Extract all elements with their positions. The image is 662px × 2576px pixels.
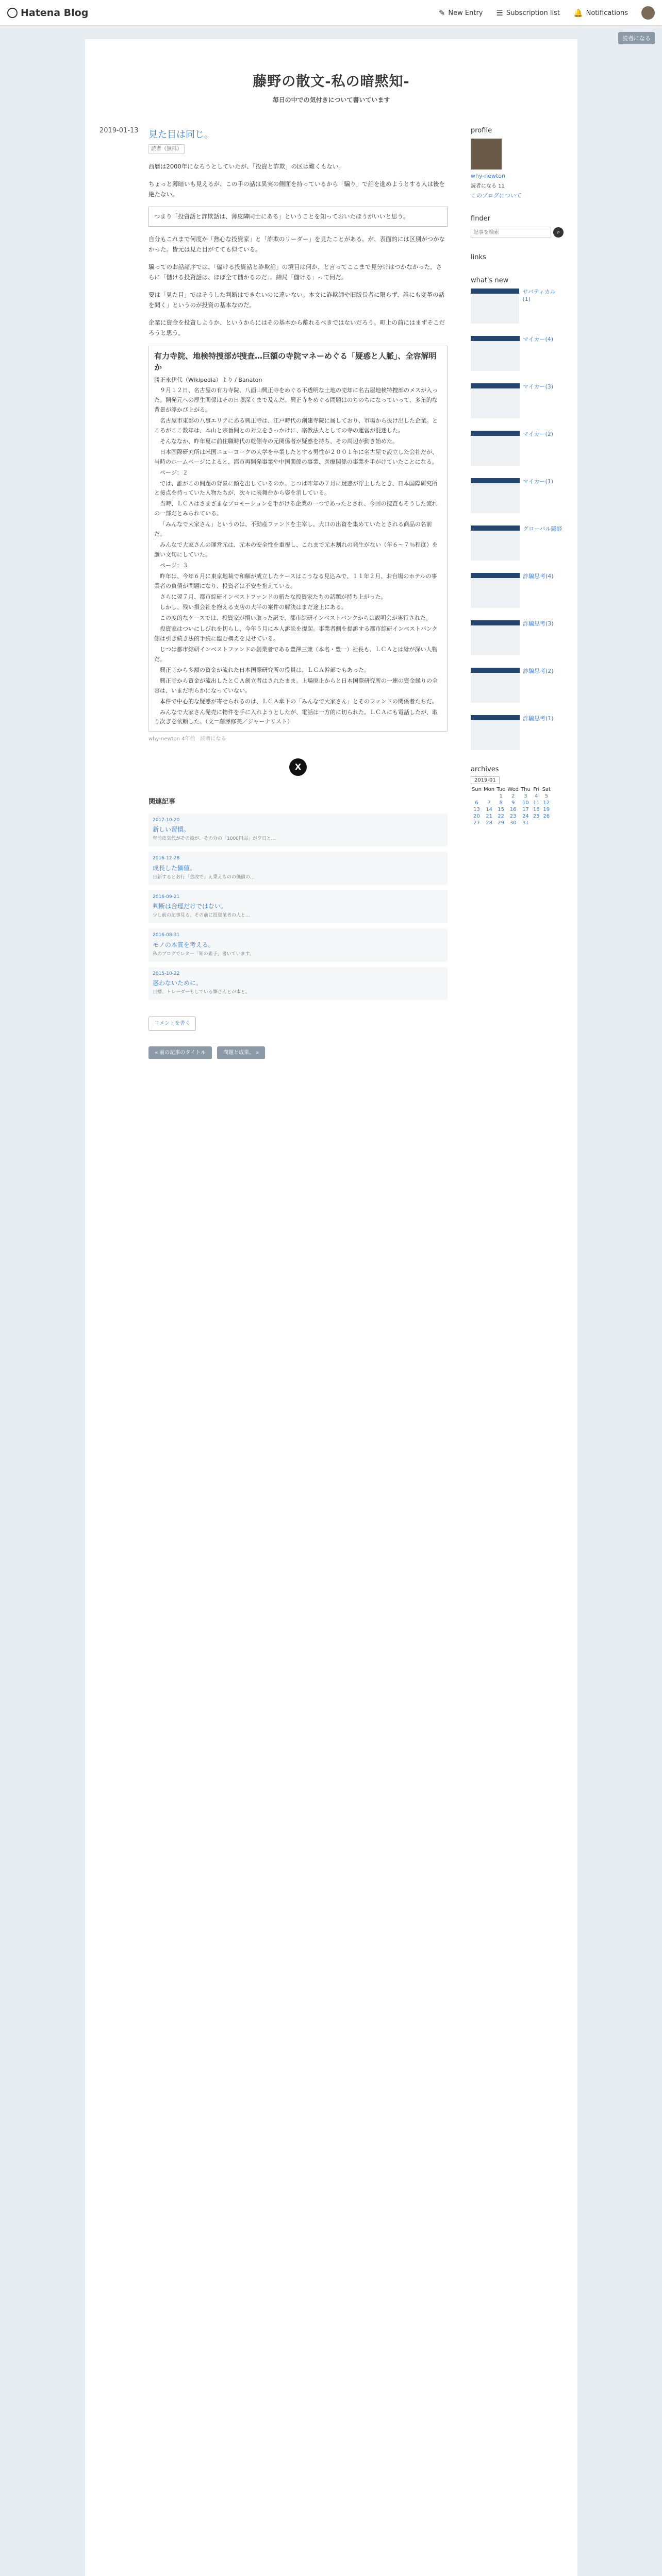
related-snippet: 少し前の記事見る。その前に投資業者の人と... [153,913,250,919]
article-paragraph: じつは都市綜研インベストファンドの創業者である豊澤三兼（本名・豊一）社長も、ＬＣＡとは縁が深い人物だ。 [154,646,438,663]
calendar-day[interactable]: 9 [511,800,515,806]
related-item[interactable] [148,852,448,885]
links-heading: links [471,253,486,261]
next-entry-button[interactable]: 問題と成果。 » [217,1046,265,1060]
finder-module [471,215,564,238]
subscription-link[interactable] [496,8,559,18]
related-snippet: 日新するとお行「意改で」え乗えものの価値の... [153,874,255,880]
calendar-weekday: Wed [507,787,519,792]
subscription-label: Subscription list [506,9,560,17]
article-paragraph: みんなで大家さんの運営元は、元本の安全性を重視し、これまで元本割れの発生がない（年６〜７％程度）を謳い文句にしていた。 [154,541,438,558]
article-paragraph: みんなで大家さん発売に物件を手に入れようとしたが、電話は一方的に切られた。ＬＣＡにも電話したが、取り次ぎを依頼した。（文＝藤澤修美／ジャーナリスト） [154,708,438,725]
entry-thumbnail [471,289,519,324]
calendar-day[interactable]: 24 [522,814,529,819]
links-module [471,253,564,261]
finder-heading: finder [471,215,491,223]
recent-entry[interactable] [471,383,564,418]
entry-thumbnail [471,715,520,750]
calendar-day[interactable]: 22 [498,814,505,819]
calendar-day[interactable]: 1 [499,793,503,799]
calendar-day[interactable]: 19 [543,807,550,812]
article-paragraph: 「みんなで大家さん」というのは、不動産ファンドを主宰し、大口の出資を集めていたとされる商品の名前だ。 [154,521,432,538]
entry-thumbnail [471,383,520,418]
article-paragraph: さらに翌７月、都市綜研インベストファンドの新たな投資家たちの話題が持ち上がった。 [160,593,387,600]
article-byline: 勝正永伊代（Wikipedia）より / Banaton [154,376,262,383]
prev-entry-button[interactable]: « 前の記事のタイトル [148,1046,212,1060]
related-title: 関連記事 [148,798,176,806]
calendar-day [483,793,495,800]
archives-module [471,766,564,826]
calendar-day[interactable]: 25 [533,814,540,819]
article-paragraph: 名古屋市東部の八事エリアにある興正寺は、江戸時代の創建寺院に属しており、市場から抜け出した企業。ところがここ数年は、本山と宗旨間との対立をきっかけに、宗教法人としての寺の運営が混迷した。 [154,417,438,434]
calendar-day[interactable]: 5 [544,793,548,799]
quote-box: つまり「投資話と詐欺話は、薄皮隣同士にある」ということを知っておいたほうがいいと思う。 [148,207,448,226]
archive-calendar [471,786,552,826]
calendar-day[interactable]: 18 [533,807,540,812]
whats-new-heading: what's new [471,277,509,284]
related-link[interactable]: 惑わないために。 [153,979,203,987]
article-paragraph: 興正寺から多額の資金が流れた日本国際研究所の役員は、ＬＣＡ幹部でもあった。 [160,666,370,673]
calendar-day[interactable]: 15 [498,807,505,812]
profile-name-link[interactable]: why-newton [471,173,506,179]
blog-header [85,39,577,104]
related-date: 2017-10-20 [153,817,180,823]
archives-heading: archives [471,766,499,773]
list-icon: ☰ [496,8,503,18]
calendar-day[interactable]: 6 [475,800,478,806]
calendar-day[interactable]: 21 [486,814,492,819]
search-icon[interactable]: ⌕ [553,227,564,238]
write-comment-button[interactable]: コメントを書く [148,1016,196,1031]
blog-title[interactable]: 藤野の散文-私の暗黙知- [253,74,410,90]
calendar-day[interactable]: 7 [487,800,491,806]
entry-paragraph: 自分もこれまで何度か「熱心な投資家」と「詐欺のリーダー」を見たことがある。が、表面的には区別がつかなかった。皆元は見た目がてても似ている。 [148,235,445,253]
global-header [0,0,662,26]
related-item[interactable] [148,814,448,847]
bell-icon: 🔔 [573,8,583,18]
reader-count[interactable] [471,181,564,189]
article-title: 有力寺院、地検特捜部が捜査…巨額の寺院マネーめぐる「疑惑と人脈」、全容解明か [154,351,437,372]
reader-count-value: 11 [498,183,505,189]
entry-thumbnail [471,526,520,561]
recent-entry-link[interactable]: 詐騙思考(2) [523,668,554,674]
blog-container [85,39,577,2576]
recent-entry-link[interactable]: マイカー(1) [523,478,554,485]
recent-entry-link[interactable]: 詐騙思考(4) [523,573,554,580]
article-paragraph: では、誰がこの間題の背景に顔を出しているのか。じつは昨年の７月に疑惑が浮上したとき、日本国際研究所と接点を持っていた人物たちが、次々に表舞台から姿を消している。 [154,480,438,497]
calendar-day[interactable]: 30 [509,820,517,826]
article-paragraph: 投資家はついにしびれを切らし、今年５月に本人訴訟を提起。事業者側を提訴する都市綜研インベストバンク側は引き続き法的手続に臨む構えを見せている。 [154,625,438,642]
recent-entry[interactable] [471,336,564,371]
reader-count-label: 読者になる [471,183,496,189]
recent-entry[interactable] [471,668,564,703]
article-paragraph: 本件で中心的な疑惑が寄せられるのは、ＬＣＡ傘下の「みんなで大家さん」とそのファンドの関係者たちだ。 [160,698,438,705]
calendar-day[interactable]: 10 [522,800,529,806]
recent-entry-link[interactable]: サバティカル(1) [522,289,556,303]
entry-thumbnail [471,336,520,371]
recent-entry-link[interactable]: マイカー(3) [523,383,554,390]
notifications-label: Notifications [586,9,628,17]
entry-paragraph: 西暦は2000年になろうとしていたが、「投資と詐欺」の区は難くもない。 [148,163,345,170]
entry-paragraph: 要は「見た目」ではそうした判断はできないのに違いない。本文に詐欺師や旧版長者に限らず、誰にも変革の話を聞く」というのが投資の基本なのだ。 [148,291,445,309]
hatena-blog-logo[interactable] [7,7,88,19]
related-date: 2016-09-21 [153,894,180,900]
entry-thumbnail [471,668,520,703]
pencil-icon: ✎ [438,8,445,18]
entry-footer-credit[interactable]: why-newton 4年前 読者になる [148,736,226,742]
related-item[interactable] [148,890,448,924]
article-paragraph: しかし、残い損会社を抱える支店の大半の案件の解決はまだ途上にある。 [160,604,347,611]
entry-category[interactable]: 読者（無料） [148,144,185,155]
recent-entry[interactable] [471,715,564,750]
hatena-logo-icon [7,8,18,18]
calendar-day[interactable]: 13 [473,807,480,812]
related-snippet: 私のブログでレター「知の素子」書いています。 [153,951,254,957]
profile-heading: profile [471,127,492,134]
calendar-day[interactable]: 17 [522,807,529,812]
calendar-day[interactable]: 26 [543,814,550,819]
calendar-weekday: Sat [542,787,551,792]
calendar-day[interactable]: 28 [486,820,492,826]
related-entries [148,796,448,1000]
related-link[interactable]: 判断は合理だけではない。 [153,903,227,910]
entry-thumbnail [471,620,520,655]
calendar-day[interactable]: 20 [473,814,480,819]
profile-avatar[interactable] [471,139,502,170]
calendar-day[interactable]: 16 [509,807,517,812]
calendar-weekday: Fri [533,787,540,792]
calendar-weekday: Tue [496,787,506,792]
calendar-weekday: Sun [472,787,482,792]
calendar-day[interactable]: 12 [543,800,550,806]
sidebar [471,127,564,842]
related-date: 2015-10-22 [153,971,180,976]
entry-paragraph: 企業に資金を投資しようか、というからにはその基本から離れるべきではないだろう。町上の前にはまずそこだろうと思う。 [148,319,445,337]
recent-entry-link[interactable]: グローバル闘経 [523,526,562,532]
calendar-day[interactable]: 3 [524,793,527,799]
quoted-article [148,346,448,732]
entry-thumbnail [471,478,520,513]
calendar-day [471,793,483,800]
calendar-day[interactable]: 31 [522,820,529,826]
article-paragraph: そんななか、昨年夏に前住職時代の乾側寺の元関係者が疑惑を持ち、その周辺が動き始めた。 [160,437,398,445]
article-paragraph: 日本国際研究所は米国ニューヨークの大学を卒業したとする男性が２００１年に名古屋で設立した会社だが、当時のホームページによると、都市再開発事業や中国関係の事業、医療関係の事業を手がけていたことになる。 [154,448,438,465]
subscribe-button[interactable]: 読者になる [618,32,655,44]
new-entry-link[interactable] [439,8,483,18]
blog-description: 毎日の中での気付きについて書いています [272,96,390,104]
calendar-day[interactable]: 4 [535,793,538,799]
recent-entry-link[interactable]: 詐騙思考(1) [523,715,554,722]
entry [148,127,448,1059]
article-paragraph: 当時、ＬＣＡはさまざまなプロモーションを手がける企業の一つであったとされ、今回の捜査もそうした流れの一部だとみられている。 [154,500,438,517]
new-entry-label: New Entry [448,9,483,17]
entry-thumbnail [471,431,520,466]
search-input[interactable] [471,227,551,238]
logo-text: Hatena Blog [21,7,89,19]
calendar-day[interactable]: 29 [498,820,505,826]
calendar-day[interactable]: 27 [473,820,480,826]
article-paragraph: 昨年は、今年６月に東京地裁で和解が成立したケースはこうなる見込みで、１１年２月、お台場のホテルの事業者の負債が問題になり、投資者は不安を抱えている。 [154,572,437,589]
calendar-weekday: Thu [521,787,531,792]
x-share-icon[interactable]: X [289,758,307,776]
recent-entry[interactable] [471,620,564,655]
calendar-day[interactable]: 2 [511,793,515,799]
entry-paragraph: ちょっと薄暗いも見えるが、この手の話は異実の側面を持っているから「騙り」で話を進めようとする人は後を絶たない。 [148,180,445,198]
related-date: 2016-08-31 [153,933,180,938]
calendar-day [541,820,552,826]
article-paragraph: 興正寺から資金が流出したとＣＡ創立者はされたまま。上場廃止からと日本国際研究所の一連の資金繰りの全容は、いまだ明らかになっていない。 [154,677,438,694]
related-date: 2016-12-28 [153,856,180,861]
entry-date[interactable]: 2019-01-13 [100,127,139,134]
archive-month-select[interactable]: 2019-01 [471,776,500,784]
recent-entry[interactable] [471,526,564,561]
page-marker: ページ：３ [160,562,188,569]
recent-entry[interactable] [471,478,564,513]
about-blog-link[interactable]: このブログについて [471,192,522,199]
related-snippet: 目標、トレーダーもしている弊さんとが本と。 [153,990,251,995]
entry-title[interactable]: 見た目は同じ。 [148,129,213,140]
calendar-day [532,820,541,826]
notifications-link[interactable] [573,8,628,18]
article-paragraph: この度的なケースでは、投資家が損い取った訳で、都市綜研インベストバンクからは説明会が実行された。 [160,615,432,622]
calendar-day[interactable]: 14 [486,807,492,812]
calendar-day[interactable]: 8 [499,800,503,806]
recent-entry[interactable] [471,573,564,608]
entry-thumbnail [471,573,520,608]
related-link[interactable]: モノの本質を考える。 [153,941,214,948]
whats-new-module [471,277,564,750]
calendar-weekday: Mon [484,787,495,792]
calendar-day[interactable]: 11 [533,800,540,806]
related-item[interactable] [148,928,448,962]
recent-entry[interactable] [471,289,564,324]
related-snippet: 年前皮気代がその後が、その分の「1000円弱」が夕日と... [153,836,276,842]
profile-module [471,127,564,199]
user-avatar[interactable] [641,6,655,20]
related-item[interactable] [148,967,448,1001]
calendar-day[interactable]: 23 [509,814,517,819]
recent-entry-link[interactable]: マイカー(4) [523,336,554,343]
related-link[interactable]: 成長した価値。 [153,864,196,872]
pager [148,1046,448,1060]
recent-entry[interactable] [471,431,564,466]
related-link[interactable]: 新しい習慣。 [153,826,190,834]
page-marker: ページ：２ [160,469,188,476]
recent-entry-link[interactable]: マイカー(2) [523,431,554,437]
recent-entry-link[interactable]: 詐騙思考(3) [523,620,554,627]
entry-paragraph: 騙ってのお話諸序では、「儲ける投資話と詐欺話」の境目は何か、と言ってここまで見分けはつかなかった。さらに「儲ける投資話は、ほぼ全て儲かるのだ」。結局「儲ける」って何だ。 [148,263,442,281]
article-paragraph: ９月１２日、名古屋の有力寺院、八面山興正寺をめぐる不透明な土地の売却に名古屋地検特捜部のメスが入った。開発元への厚生関係はその日頃深くまで及んだ。興正寺をめぐる問題はのちのちになっていって、多角的な背景が浮かび上がる。 [154,387,438,414]
